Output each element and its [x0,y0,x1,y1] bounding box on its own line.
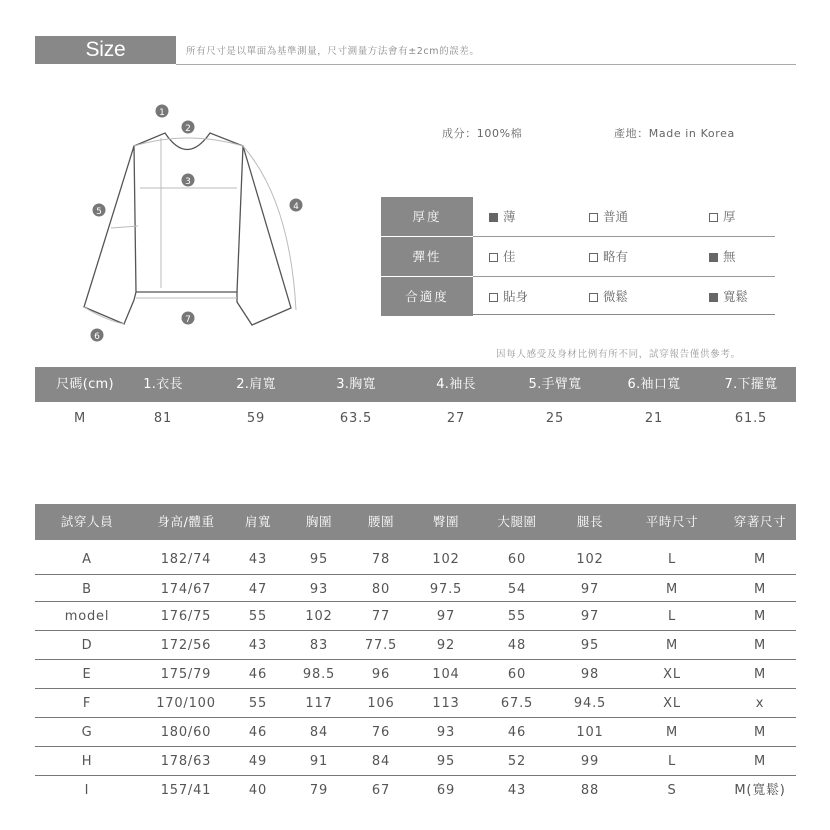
table-cell: 170/100 [156,696,216,711]
measure-lines [84,138,296,324]
checkbox-empty-icon [489,293,498,302]
size-cell: 81 [153,411,173,426]
fit-header-cell: 試穿人員 [60,514,114,529]
feel-label: 合適度 [381,277,473,316]
table-cell: 176/75 [160,609,212,624]
table-cell: M [753,609,767,624]
table-cell: 102 [576,552,604,567]
origin-info: 產地：Made in Korea [614,127,735,140]
table-cell: 43 [248,552,268,567]
table-cell: 83 [309,638,329,653]
table-cell: 80 [371,582,391,597]
row-divider [35,746,796,747]
row-divider [35,775,796,776]
feel-option: 厚 [709,197,736,236]
table-cell: 106 [367,696,395,711]
feel-row-thickness [381,197,775,236]
feel-option: 貼身 [489,277,528,316]
marker-3-label: 3 [185,177,191,187]
garment-outline [84,133,291,325]
table-cell: 93 [436,725,456,740]
table-cell: 77.5 [364,638,398,653]
table-cell: 52 [507,754,527,769]
table-cell: B [82,582,92,597]
measurement-note: 所有尺寸是以單面為基準測量，尺寸測量方法會有±2cm的誤差。 [186,46,480,57]
size-cell: M [73,411,87,426]
table-cell: 172/56 [160,638,212,653]
feel-option: 無 [709,237,736,276]
material-info: 成分：100%棉 [442,127,523,140]
fit-header-cell: 腿長 [576,514,604,529]
table-cell: L [667,552,677,567]
checkbox-empty-icon [589,213,598,222]
size-header-cell: 尺碼(cm) [56,377,114,392]
table-cell: 95 [309,552,329,567]
fabric-feel-table [381,197,775,315]
row-divider [35,574,796,575]
table-cell: M [753,754,767,769]
size-cell: 61.5 [734,411,768,426]
size-header-cell: 2.肩寬 [236,377,276,392]
row-divider [35,630,796,631]
table-cell: 174/67 [160,582,212,597]
table-cell: M [753,725,767,740]
size-cell: 25 [545,411,565,426]
table-cell: 69 [436,783,456,798]
table-cell: M [665,582,679,597]
table-cell: 98.5 [302,667,336,682]
page-title: Size Information [54,38,157,89]
checkbox-empty-icon [589,293,598,302]
table-row [35,602,796,631]
table-cell: 102 [305,609,333,624]
fit-header-cell: 大腿圍 [497,514,537,529]
table-cell: 55 [248,696,268,711]
table-cell: 97 [580,582,600,597]
size-cell: 21 [644,411,664,426]
table-cell: 60 [507,667,527,682]
feel-row-elasticity [381,237,775,276]
feel-option: 略有 [589,237,628,276]
garment-diagram [70,95,320,355]
table-row [35,689,796,718]
table-cell: XL [663,667,681,682]
fit-header-cell: 腰圍 [367,514,395,529]
table-cell: XL [663,696,681,711]
row-divider [35,688,796,689]
table-cell: L [667,754,677,769]
feel-option: 微鬆 [589,277,628,316]
fit-header-cell: 身高/體重 [157,514,215,529]
row-divider [35,659,796,660]
table-cell: 178/63 [160,754,212,769]
fit-header-cell: 肩寬 [244,514,272,529]
table-cell: M [753,552,767,567]
marker-6-label: 6 [94,332,100,342]
size-header-cell: 6.袖口寬 [627,377,681,392]
table-cell: A [82,552,92,567]
table-cell: 78 [371,552,391,567]
table-cell: 157/41 [160,783,212,798]
size-header-cell: 4.袖長 [436,377,476,392]
checkbox-checked-icon [709,253,718,262]
table-cell: 104 [432,667,460,682]
table-cell: 40 [248,783,268,798]
table-row [35,776,796,805]
table-cell: 97.5 [429,582,463,597]
table-cell: 49 [248,754,268,769]
table-cell: 94.5 [573,696,607,711]
table-cell: 77 [371,609,391,624]
table-cell: 55 [507,609,527,624]
table-cell: x [755,696,765,711]
marker-4-label: 4 [293,202,299,212]
checkbox-empty-icon [709,213,718,222]
marker-7-label: 7 [185,315,191,325]
table-cell: 182/74 [160,552,212,567]
table-cell: 60 [507,552,527,567]
checkbox-empty-icon [489,253,498,262]
table-cell: 47 [248,582,268,597]
feel-label: 厚度 [381,197,473,236]
fit-header-cell: 胸圍 [305,514,333,529]
table-cell: I [84,783,90,798]
diagram-markers [91,105,303,343]
table-cell: 46 [248,667,268,682]
table-row [35,660,796,689]
size-cell: 63.5 [339,411,373,426]
fit-header-cell: 臀圍 [432,514,460,529]
header-divider [176,64,796,65]
size-table-header [35,367,796,402]
size-header-cell: 1.衣長 [143,377,183,392]
table-cell: 95 [436,754,456,769]
table-cell: 84 [371,754,391,769]
table-cell: 76 [371,725,391,740]
marker-5-label: 5 [96,207,102,217]
size-cell: 27 [446,411,466,426]
table-row [35,747,796,776]
table-cell: 84 [309,725,329,740]
table-cell: F [82,696,92,711]
feel-option: 薄 [489,197,516,236]
table-row [35,718,796,747]
table-row [35,631,796,660]
feel-option: 寬鬆 [709,277,748,316]
table-cell: M [665,638,679,653]
table-cell: L [667,609,677,624]
table-cell: 48 [507,638,527,653]
table-cell: 46 [507,725,527,740]
table-cell: 91 [309,754,329,769]
table-cell: D [81,638,93,653]
table-cell: 113 [432,696,460,711]
table-cell: M(寬鬆) [734,783,786,798]
table-cell: 46 [248,725,268,740]
fit-header-cell: 穿著尺寸 [733,514,787,529]
feel-option: 佳 [489,237,516,276]
table-cell: H [81,754,93,769]
table-cell: M [753,582,767,597]
fit-table-header [35,504,796,540]
table-cell: model [64,609,110,624]
table-cell: 102 [432,552,460,567]
size-header-cell: 7.下擺寬 [724,377,778,392]
table-cell: 101 [576,725,604,740]
feel-row-fit [381,277,775,316]
table-cell: E [82,667,92,682]
disclaimer: 因每人感受及身材比例有所不同，試穿報告僅供參考。 [496,349,741,360]
table-cell: 95 [580,638,600,653]
feel-bottom-border [381,314,775,315]
table-cell: 93 [309,582,329,597]
table-cell: M [753,667,767,682]
table-cell: 175/79 [160,667,212,682]
size-cell: 59 [246,411,266,426]
table-cell: 97 [436,609,456,624]
table-cell: 67.5 [500,696,534,711]
row-divider [35,601,796,602]
table-cell: M [753,638,767,653]
fit-header-cell: 平時尺寸 [645,514,699,529]
table-cell: 180/60 [160,725,212,740]
table-cell: M [665,725,679,740]
table-cell: 43 [248,638,268,653]
table-cell: G [81,725,93,740]
table-cell: 88 [580,783,600,798]
size-header-cell: 3.胸寬 [336,377,376,392]
table-cell: 96 [371,667,391,682]
table-cell: 97 [580,609,600,624]
size-header-cell: 5.手臂寬 [528,377,582,392]
checkbox-checked-icon [489,213,498,222]
marker-2-label: 2 [185,124,191,134]
table-cell: S [667,783,677,798]
feel-label: 彈性 [381,237,473,276]
table-row [35,575,796,604]
checkbox-empty-icon [589,253,598,262]
table-cell: 92 [436,638,456,653]
table-cell: 117 [305,696,333,711]
marker-1-label: 1 [159,108,165,118]
table-cell: 67 [371,783,391,798]
table-cell: 54 [507,582,527,597]
feel-option: 普通 [589,197,628,236]
row-divider [35,717,796,718]
table-cell: 43 [507,783,527,798]
table-row [35,545,796,574]
table-cell: 55 [248,609,268,624]
table-cell: 99 [580,754,600,769]
checkbox-checked-icon [709,293,718,302]
table-cell: 98 [580,667,600,682]
table-cell: 79 [309,783,329,798]
